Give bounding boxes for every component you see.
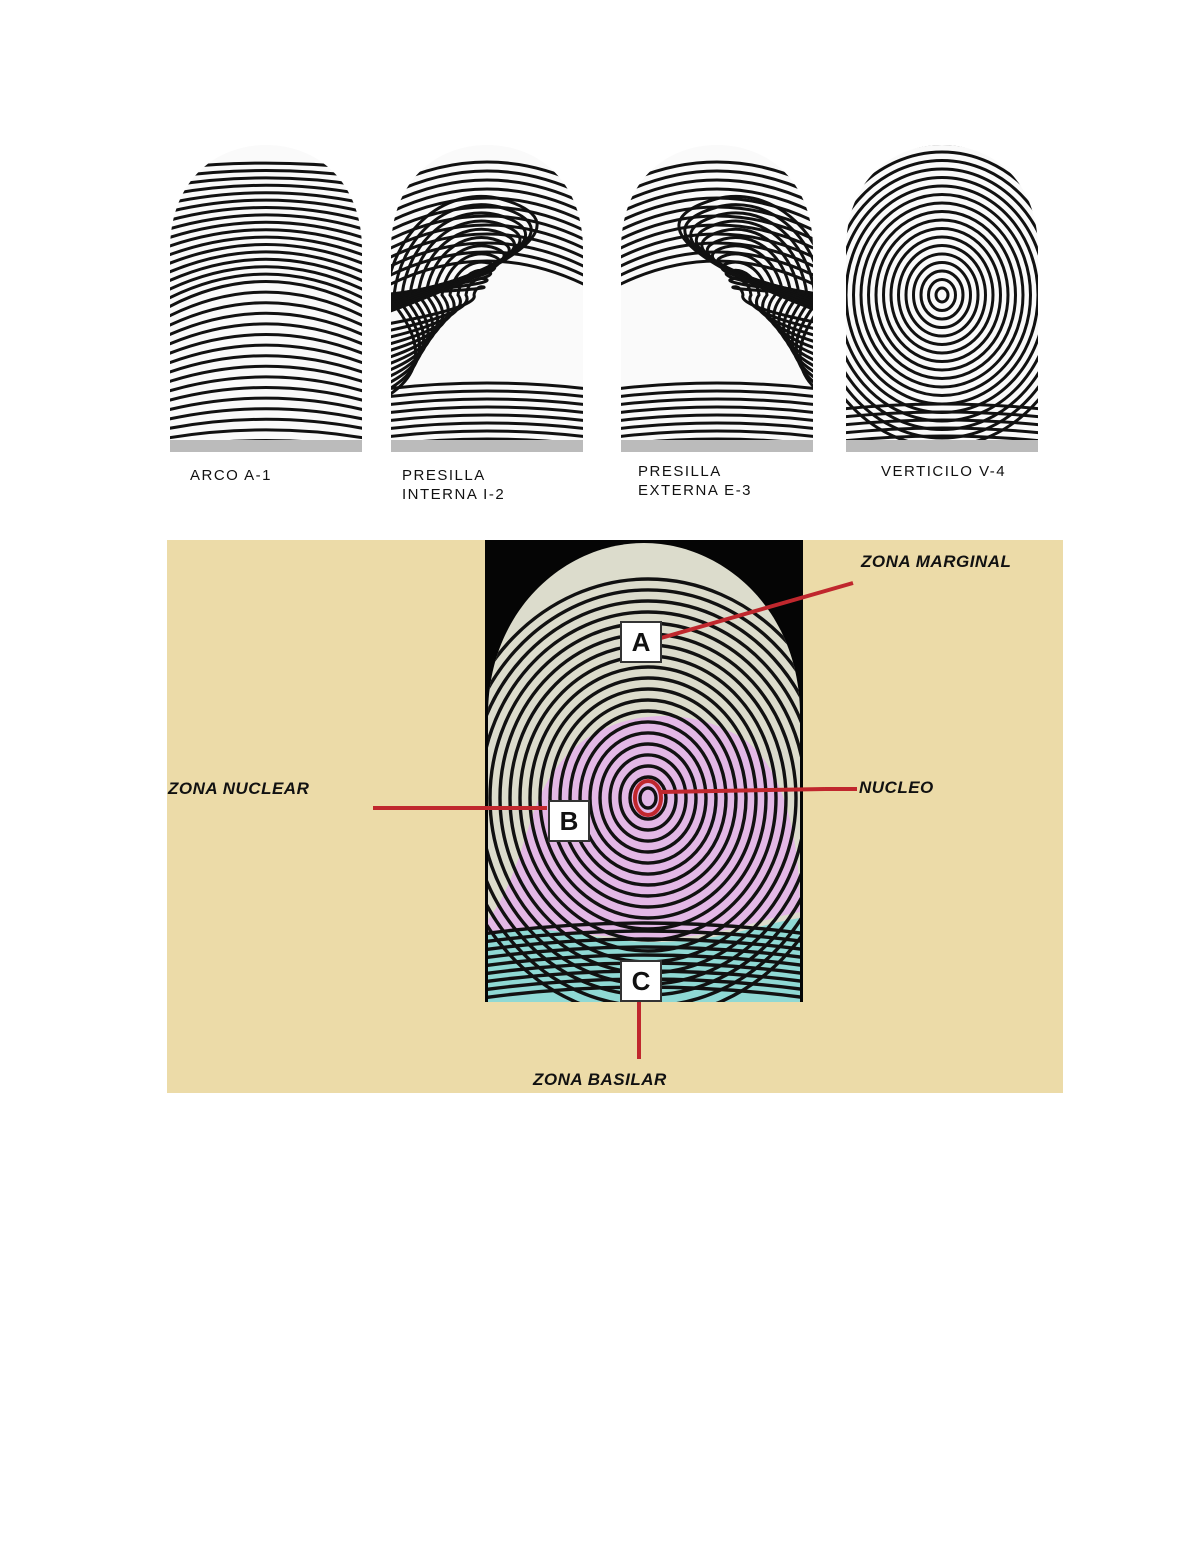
fingerprint-whorl — [842, 140, 1042, 455]
label-zona-marginal: ZONA MARGINAL — [861, 552, 1012, 571]
arch-label-line1: ARCO A-1 — [190, 467, 273, 484]
inner-loop-label-line1: PRESILLA — [402, 467, 486, 484]
fingerprint-patterns — [0, 0, 1200, 530]
whorl-print-image — [842, 140, 1042, 455]
arch-print-image — [166, 140, 366, 455]
outer-loop-label-line2: EXTERNA E-3 — [638, 482, 753, 499]
fingerprint-arch — [166, 140, 366, 455]
outer-loop-print-image — [617, 140, 817, 455]
inner-loop-print-image — [387, 140, 587, 455]
label-zona-basilar: ZONA BASILAR — [533, 1070, 667, 1089]
arch-label — [190, 466, 272, 485]
marker-a: A — [620, 621, 662, 663]
inner-loop-label-line2: INTERNA I-2 — [402, 486, 506, 503]
whorl-label — [881, 462, 1006, 481]
zones-fingerprint-image — [485, 540, 803, 1002]
outer-loop-label-line1: PRESILLA — [638, 463, 722, 480]
label-zona-nuclear: ZONA NUCLEAR — [168, 779, 310, 798]
whorl-label-line1: VERTICILO V-4 — [881, 463, 1007, 480]
fingerprint-zones-diagram — [167, 540, 1063, 1093]
marker-c: C — [620, 960, 662, 1002]
fingerprint-inner-loop — [387, 140, 587, 455]
marker-b: B — [548, 800, 590, 842]
fingerprint-outer-loop — [617, 140, 817, 455]
inner-loop-label — [402, 466, 505, 504]
outer-loop-label — [638, 462, 752, 500]
label-nucleo: NUCLEO — [859, 778, 934, 797]
